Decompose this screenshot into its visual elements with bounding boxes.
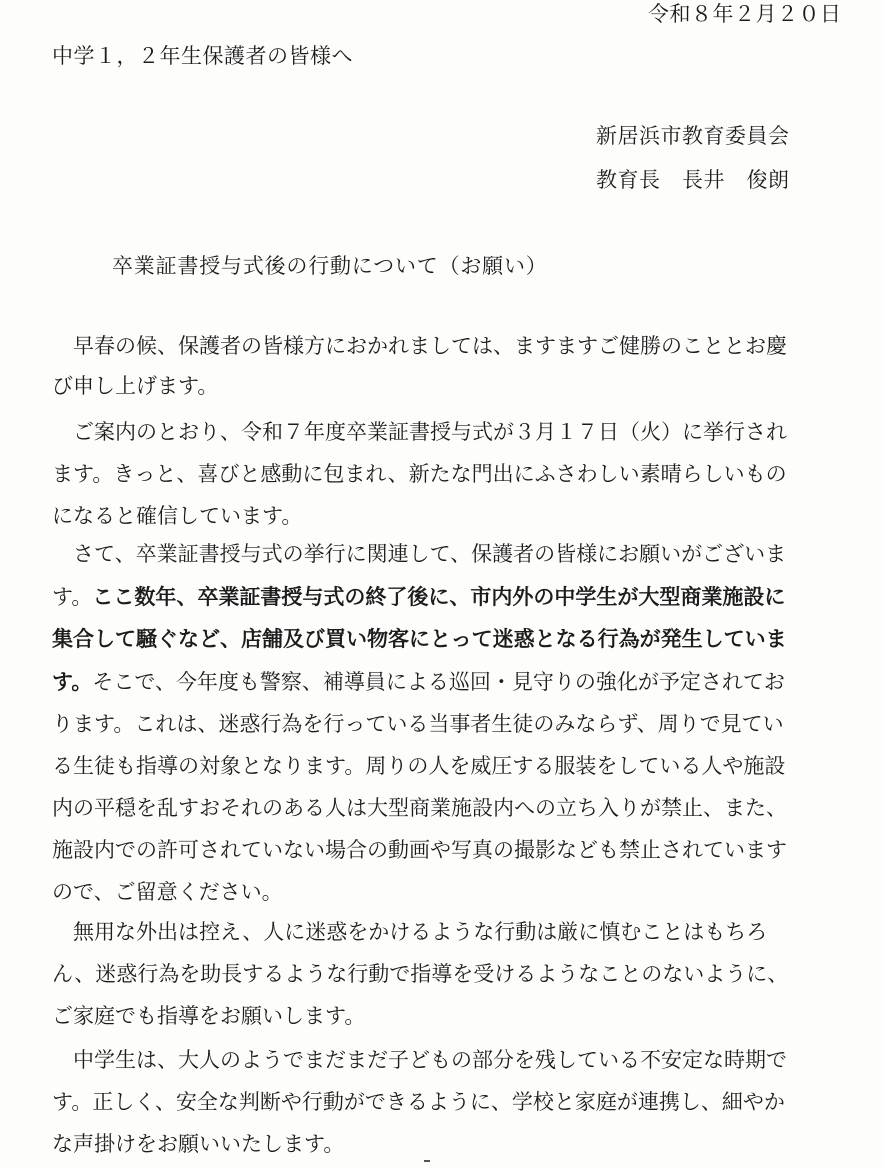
body-line: ります。これは、迷惑行為を行っている当事者生徒のみならず、周りで見てい bbox=[52, 712, 784, 736]
emphasis-text: ここ数年、卒業証書授与式の終了後に、市内外の中学生が大型商業施設に bbox=[92, 585, 786, 609]
body-line: ます。きっと、喜びと感動に包まれ、新たな門出にふさわしい素晴らしいもの bbox=[52, 462, 787, 486]
body-line: ので、ご留意ください。 bbox=[52, 880, 283, 904]
scan-artifact-mark bbox=[424, 1160, 430, 1162]
body-line: さて、卒業証書授与式の挙行に関連して、保護者の皆様にお願いがございま bbox=[52, 542, 787, 566]
emphasis-text: す。 bbox=[52, 670, 93, 694]
body-line: になると確信しています。 bbox=[52, 504, 303, 528]
sender-organization: 新居浜市教育委員会 bbox=[596, 124, 790, 148]
body-line: す。正しく、安全な判断や行動ができるように、学校と家庭が連携し、細やか bbox=[52, 1090, 785, 1114]
body-line: 施設内での許可されていない場合の動画や写真の撮影なども禁止されています bbox=[52, 838, 787, 862]
body-line: 無用な外出は控え、人に迷惑をかけるような行動は厳に慎むことはもちろ bbox=[52, 920, 768, 944]
body-line: な声掛けをお願いいたします。 bbox=[52, 1132, 345, 1156]
body-line: ご案内のとおり、令和７年度卒業証書授与式が３月１７日（火）に挙行され bbox=[52, 420, 787, 444]
document-date: 令和８年２月２０日 bbox=[648, 2, 842, 26]
body-line: 中学生は、大人のようでまだまだ子どもの部分を残している不安定な時期で bbox=[52, 1048, 787, 1072]
body-text: そこで、今年度も警察、補導員による巡回・見守りの強化が予定されてお bbox=[92, 670, 785, 694]
body-line bbox=[52, 583, 785, 611]
body-line: ご家庭でも指導をお願いします。 bbox=[52, 1004, 366, 1028]
body-line: 内の平穏を乱すおそれのある人は大型商業施設内への立ち入りが禁止、また、 bbox=[52, 796, 787, 820]
emphasis-line: 集合して騒ぐなど、店舗及び買い物客にとって迷惑となる行為が発生していま bbox=[52, 627, 787, 651]
body-text: す。 bbox=[52, 585, 93, 609]
body-line bbox=[52, 668, 785, 696]
body-line: 早春の候、保護者の皆様方におかれましては、ますますご健勝のこととお慶 bbox=[52, 334, 787, 358]
body-line: び申し上げます。 bbox=[52, 374, 219, 398]
body-line: る生徒も指導の対象となります。周りの人を威圧する服装をしている人や施設 bbox=[52, 754, 786, 778]
document-title: 卒業証書授与式後の行動について（お願い） bbox=[112, 254, 548, 278]
body-line: ん、迷惑行為を助長するような行動で指導を受けるようなことのないように、 bbox=[52, 962, 789, 986]
sender-name: 教育長 長井 俊朗 bbox=[596, 168, 790, 192]
recipient-line: 中学１，２年生保護者の皆様へ bbox=[52, 44, 353, 68]
